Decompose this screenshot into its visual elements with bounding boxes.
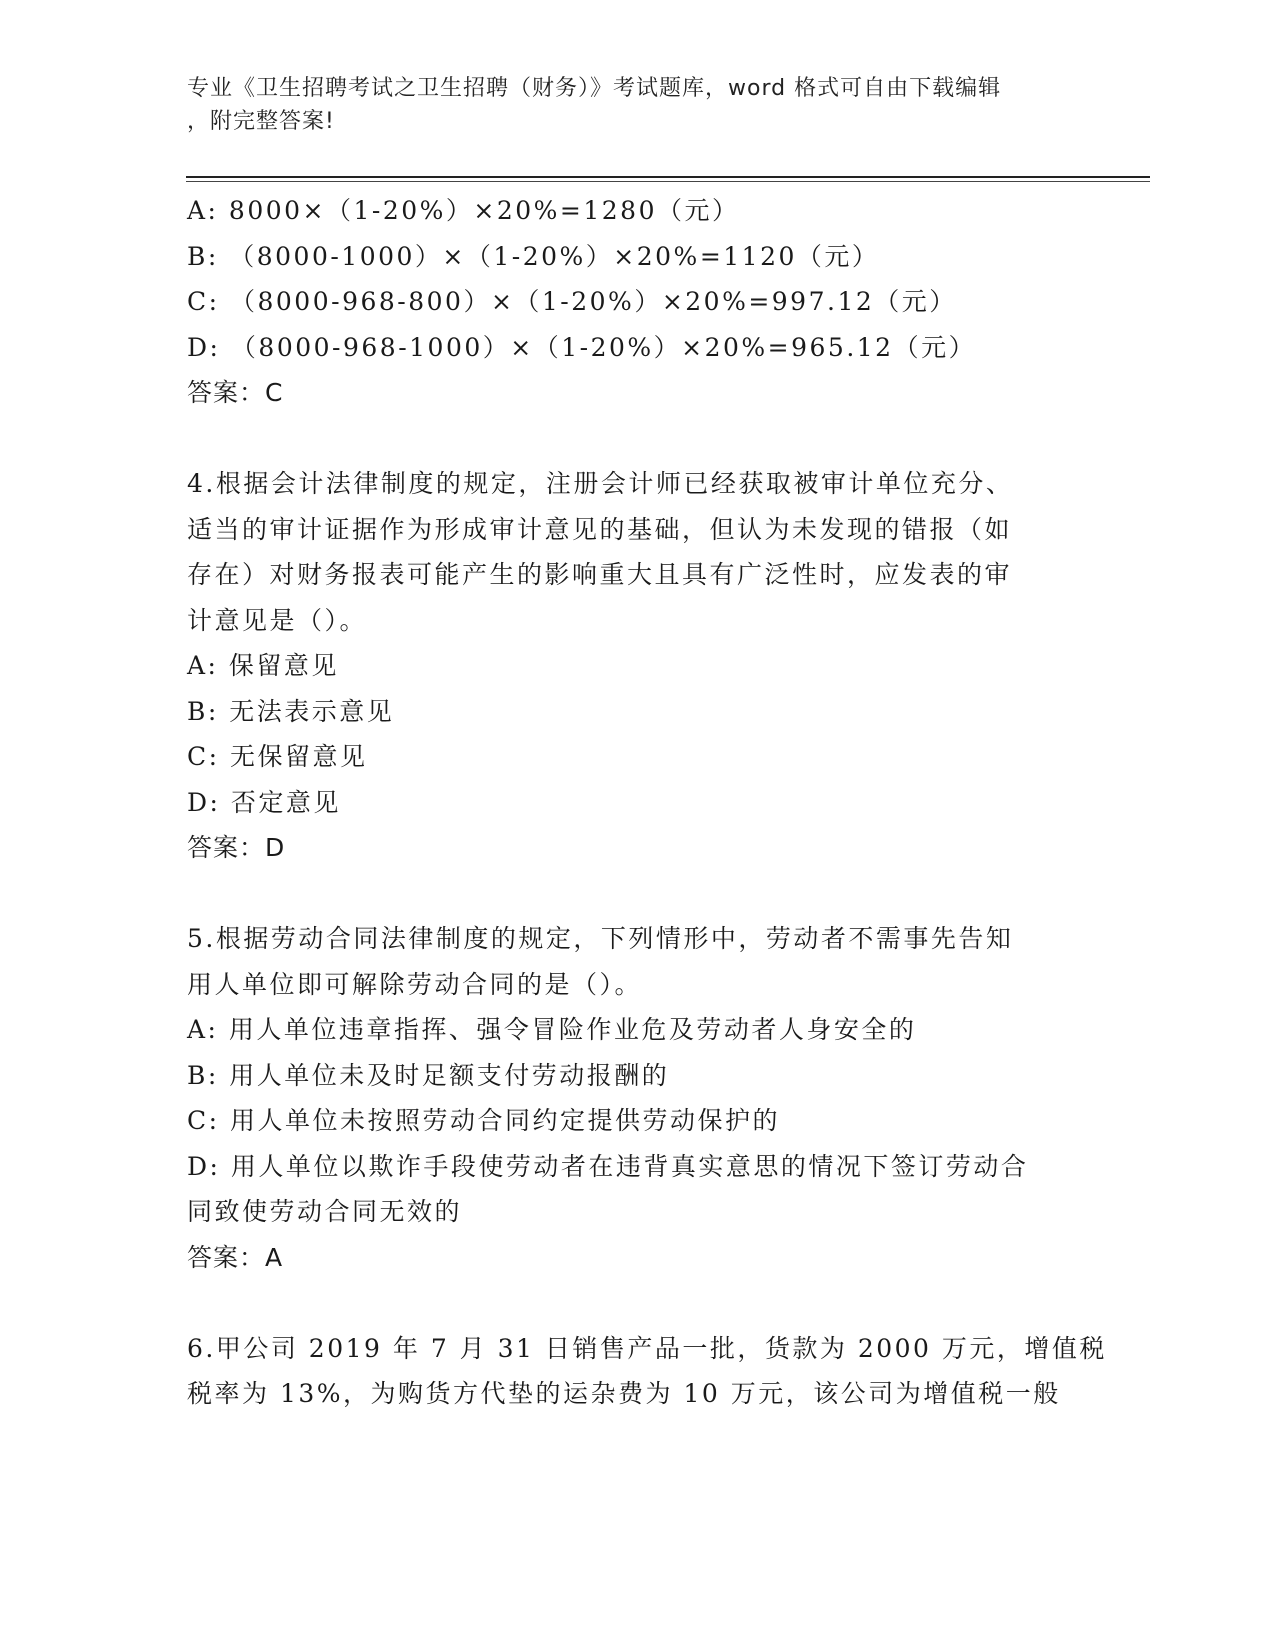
header-line-1: 专业《卫生招聘考试之卫生招聘（财务）》考试题库，word 格式可自由下载编辑: [187, 76, 1002, 101]
q5-answer: 答案：A: [187, 1242, 284, 1272]
spacer: [187, 416, 1077, 462]
spacer: [187, 1280, 1077, 1326]
q3-option-d: D: （8000-968-1000）×（1-20%）×20%=965.12（元）: [187, 332, 977, 362]
q3-option-c: C: （8000-968-800）×（1-20%）×20%=997.12（元）: [187, 287, 957, 316]
q5-option-a: A: 用人单位违章指挥、强令冒险作业危及劳动者人身安全的: [187, 1015, 917, 1044]
q4-option-c: C: 无保留意见: [187, 742, 368, 771]
q4-stem-line-2: 适当的审计证据作为形成审计意见的基础，但认为未发现的错报（如: [187, 514, 1013, 544]
q6-stem-line-2: 税率为 13%，为购货方代垫的运杂费为 10 万元，该公司为增值税一般: [187, 1379, 1061, 1408]
q5-option-b: B: 用人单位未及时足额支付劳动报酬的: [187, 1060, 670, 1090]
q3-option-b: B: （8000-1000）×（1-20%）×20%=1120（元）: [187, 241, 880, 271]
q3-option-a: A: 8000×（1-20%）×20%=1280（元）: [187, 196, 740, 225]
q4-stem-line-4: 计意见是（）。: [187, 605, 368, 635]
q5-stem-line-2: 用人单位即可解除劳动合同的是（）。: [187, 969, 643, 999]
q4-option-b: B: 无法表示意见: [187, 696, 395, 726]
header-divider-thin: [186, 181, 1150, 182]
spacer: [187, 871, 1077, 917]
q4-option-a: A: 保留意见: [187, 651, 339, 680]
q5-stem-line-1: 5.根据劳动合同法律制度的规定，下列情形中，劳动者不需事先告知: [187, 924, 1014, 953]
q3-answer: 答案：C: [187, 378, 284, 407]
q5-option-d-line-2: 同致使劳动合同无效的: [187, 1197, 463, 1226]
document-header: [187, 72, 1067, 138]
q5-option-c: C: 用人单位未按照劳动合同约定提供劳动保护的: [187, 1106, 780, 1135]
header-line-2: ，附完整答案!: [187, 109, 335, 134]
q6-stem-line-1: 6.甲公司 2019 年 7 月 31 日销售产品一批，货款为 2000 万元，增值税: [187, 1333, 1107, 1363]
q4-option-d: D: 否定意见: [187, 787, 341, 817]
document-body: [187, 188, 1107, 1417]
q4-stem-line-1: 4.根据会计法律制度的规定，注册会计师已经获取被审计单位充分、: [187, 469, 1014, 498]
q5-option-d-line-1: D: 用人单位以欺诈手段使劳动者在违背真实意思的情况下签订劳动合: [187, 1151, 1029, 1181]
header-divider-thick: [186, 176, 1150, 178]
q4-stem-line-3: 存在）对财务报表可能产生的影响重大且具有广泛性时，应发表的审: [187, 560, 1013, 589]
q4-answer: 答案：D: [187, 833, 286, 862]
